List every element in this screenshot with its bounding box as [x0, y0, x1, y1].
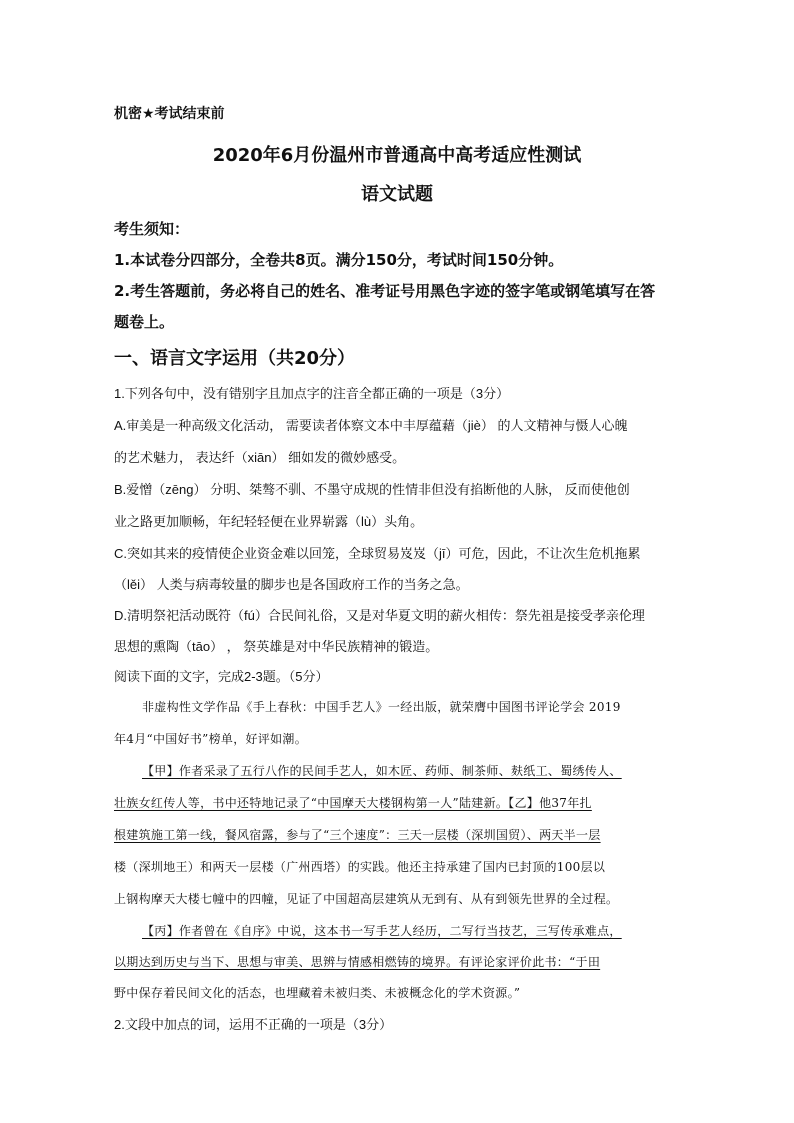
passage-paragraph-2-line-2: 壮族女红传人等，书中还特地记录了“中国摩天大楼钢构第一人”陆建新。【乙】他37年扎 [114, 796, 592, 810]
exam-subtitle: 语文试题 [361, 184, 433, 205]
section-1-heading: 一、语言文字运用（共20分） [114, 348, 356, 369]
passage-paragraph-3-line-1: 【丙】作者曾在《自序》中说，这本书一写手艺人经历，二写行当技艺，三写传承难点， [142, 924, 622, 938]
question-1-option-a-line-2: 的艺术魅力， 表达纤（xiān） 细如发的微妙感受。 [114, 450, 406, 465]
confidential-label: 机密★考试结束前 [114, 106, 225, 122]
notice-item-2-line-2: 题卷上。 [114, 313, 175, 331]
passage-paragraph-3-line-2: 以期达到历史与当下、思想与审美、思辨与情感相燃铸的境界。有评论家评价此书：“于田 [114, 955, 601, 969]
passage-paragraph-2-line-1: 【甲】作者采录了五行八作的民间手艺人，如木匠、药师、制茶师、麸纸工、蜀绣传人、 [142, 764, 622, 778]
passage-paragraph-1-line-1: 非虚构性文学作品《手上春秋：中国手艺人》一经出版，就荣膺中国图书评论学会 2019 [142, 700, 621, 714]
passage-paragraph-2-line-5: 上钢构摩天大楼七幢中的四幢，见证了中国超高层建筑从无到有、从有到领先世界的全过程。 [114, 892, 619, 906]
question-2-stem: 2.文段中加点的词，运用不正确的一项是（3分） [114, 1017, 393, 1032]
passage-paragraph-3-line-3: 野中保存着民间文化的活态，也埋藏着未被归类、未被概念化的学术资源。” [114, 986, 521, 1000]
question-1-option-c-line-1: C.突如其来的疫情使企业资金难以回笼，全球贸易岌岌（jī）可危，因此，不让次生危机拖累 [114, 546, 641, 561]
exam-title: 2020年6月份温州市普通高中高考适应性测试 [212, 145, 582, 166]
question-1-option-d-line-2: 思想的熏陶（tāo） ， 祭英雄是对中华民族精神的锻造。 [114, 639, 439, 654]
passage-paragraph-2-line-3: 根建筑施工第一线，餐风宿露，参与了“三个速度”：三天一层楼（深圳国贸）、两天半一层 [114, 828, 601, 842]
notice-item-2-line-1: 2.考生答题前，务必将自己的姓名、准考证号用黑色字迹的签字笔或钢笔填写在答 [114, 282, 656, 300]
notice-heading: 考生须知： [114, 220, 190, 238]
question-1-option-b-line-2: 业之路更加顺畅，年纪轻轻便在业界崭露（lù）头角。 [114, 514, 424, 529]
question-1-option-d-line-1: D.清明祭祀活动既符（fú）合民间礼俗，又是对华夏文明的薪火相传：祭先祖是接受孝亲伦理 [114, 608, 645, 623]
passage-paragraph-2-line-4: 楼（深圳地王）和两天一层楼（广州西塔）的实践。他还主持承建了国内已封顶的100层以 [114, 860, 606, 874]
passage-paragraph-1-line-2: 年4月“中国好书”榜单，好评如潮。 [114, 732, 308, 746]
question-1-option-b-line-1: B.爱憎（zēng） 分明、桀骜不驯、不墨守成规的性情非但没有掐断他的人脉， 反而使他创 [114, 482, 630, 497]
reading-prompt: 阅读下面的文字，完成2-3题。（5分） [114, 669, 329, 684]
question-1-option-a-line-1: A.审美是一种高级文化活动， 需要读者体察文本中丰厚蕴藉（jiè） 的人文精神与慑人心魄 [114, 418, 628, 433]
question-1-option-c-line-2: （lěi） 人类与病毒较量的脚步也是各国政府工作的当务之急。 [114, 577, 469, 592]
notice-item-1: 1.本试卷分四部分，全卷共8页。满分150分，考试时间150分钟。 [114, 251, 564, 269]
question-1-stem: 1.下列各句中，没有错别字且加点字的注音全都正确的一项是（3分） [114, 386, 510, 401]
